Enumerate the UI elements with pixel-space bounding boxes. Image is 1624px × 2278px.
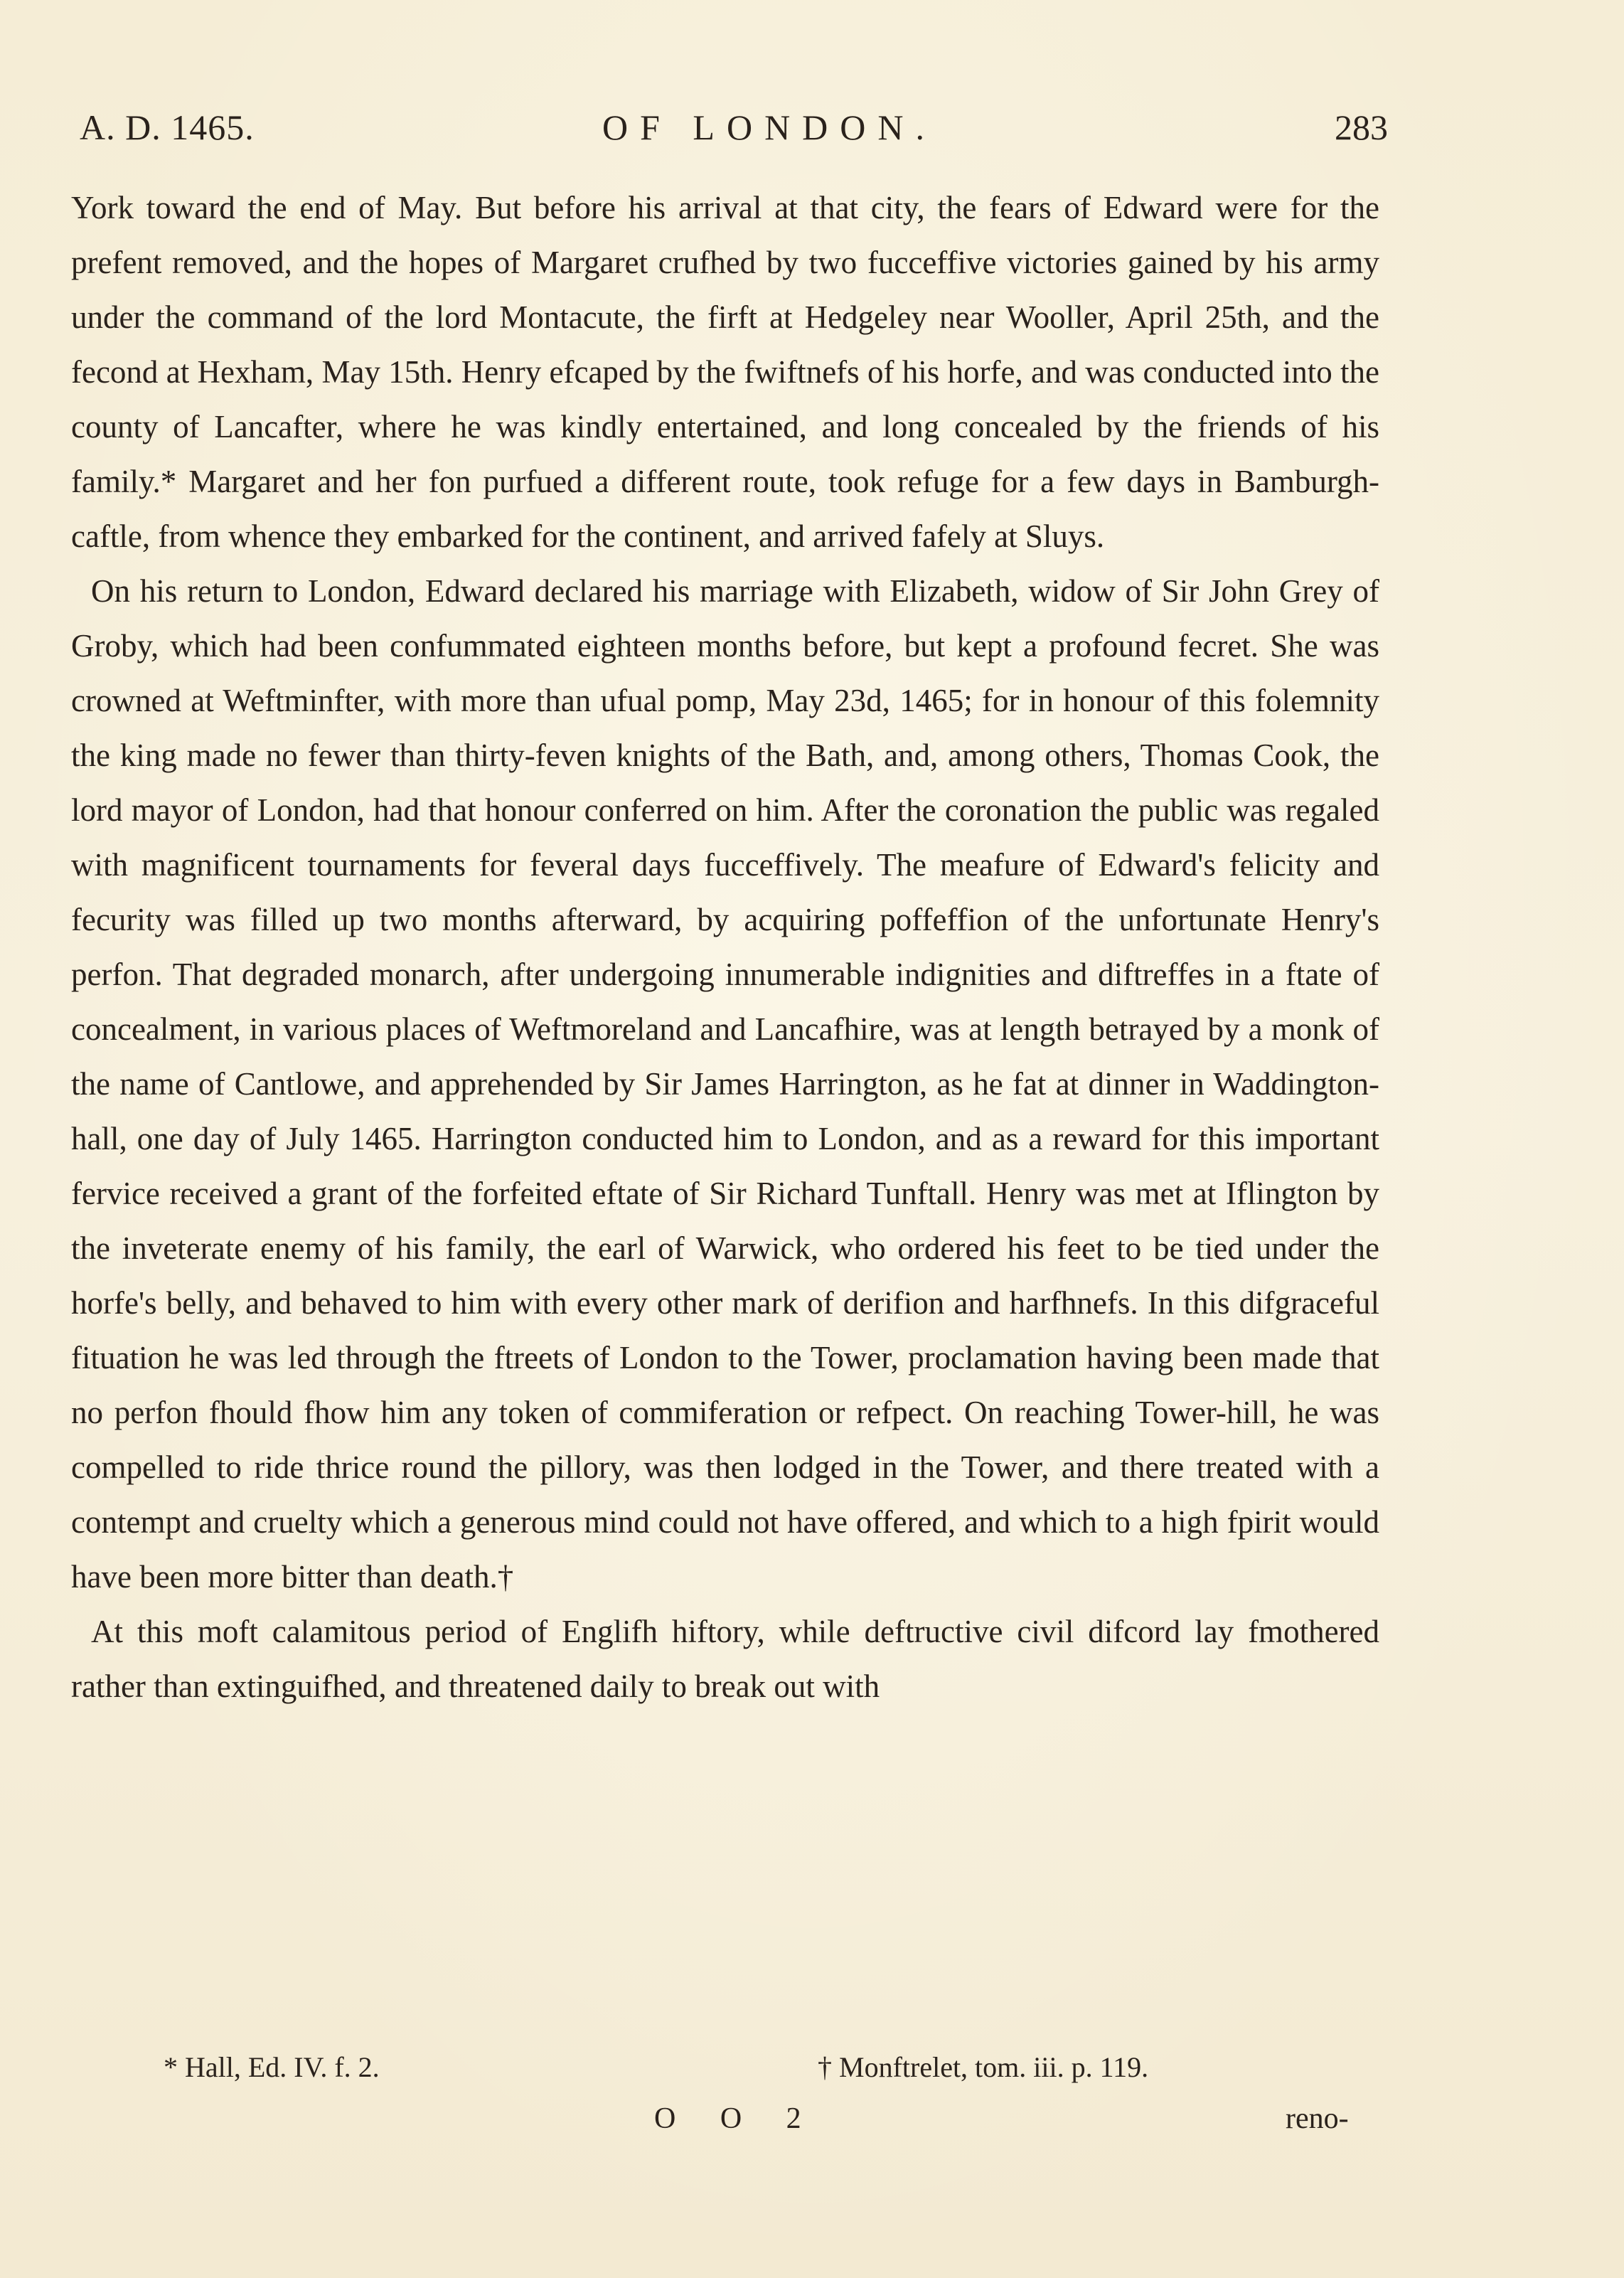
signature-mark: O O 2	[654, 2102, 820, 2135]
footnote-star: * Hall, Ed. IV. f. 2.	[164, 2051, 380, 2083]
page-number: 283	[1335, 107, 1388, 147]
main-text	[71, 181, 1379, 1714]
header-title: OF LONDON.	[602, 107, 936, 147]
paragraph-3: At this moft calamitous period of Englifh hiftory, while deftructive civil difcord lay fmothered rather than extinguifhed, and threatened daily to break out with	[71, 1614, 1379, 1704]
catchword: reno-	[1286, 2102, 1349, 2135]
footnotes	[164, 2050, 1273, 2093]
header-year: A. D. 1465.	[80, 107, 255, 147]
paragraph-2: On his return to London, Edward declared his marriage with Elizabeth, widow of Sir John Grey of Groby, which had been confummated eighteen months before, but kept a profound fecret. She was crowned at Weftminfter, with more than ufual pomp, May 23d, 1465; for in honour of this folemnity the king made no fewer than thirty-feven knights of the Bath, and, among others, Thomas Cook, the lord mayor of London, had that honour conferred on him. After the coronation the public was regaled with magnificent tournaments for feveral days fucceffively. The meafure of Edward's felicity and fecurity was filled up two months afterward, by acquiring poffeffion of the unfortunate Henry's perfon. That degraded monarch, after undergoing innumerable indignities and diftreffes in a ftate of concealment, in various places of Weftmoreland and Lancafhire, was at length betrayed by a monk of the name of Cantlowe, and apprehended by Sir James Harrington, as he fat at dinner in Waddington-hall, one day of July 1465. Harrington conducted him to London, and as a reward for this important fervice received a grant of the forfeited eftate of Sir Richard Tunftall. Henry was met at Iflington by the inveterate enemy of his family, the earl of Warwick, who ordered his feet to be tied under the horfe's belly, and behaved to him with every other mark of derifion and harfhnefs. In this difgraceful fituation he was led through the ftreets of London to the Tower, proclamation having been made that no perfon fhould fhow him any token of commiferation or refpect. On reaching Tower-hill, he was compelled to ride thrice round the pillory, was then lodged in the Tower, and there treated with a contempt and cruelty which a generous mind could not have offered, and which to a high fpirit would have been more bitter than death.†	[71, 573, 1379, 1595]
running-header	[80, 107, 1388, 156]
paragraph-1: York toward the end of May. But before his arrival at that city, the fears of Edward were for the prefent removed, and the hopes of Margaret crufhed by two fucceffive victories gained by his army under the command of the lord Montacute, the firft at Hedgeley near Wooller, April 25th, and the fecond at Hexham, May 15th. Henry efcaped by the fwiftnefs of his horfe, and was conducted into the county of Lancafter, where he was kindly entertained, and long concealed by the friends of his family.* Margaret and her fon purfued a different route, took refuge for a few days in Bamburgh-caftle, from whence they embarked for the continent, and arrived fafely at Sluys.	[71, 190, 1379, 554]
footnote-dagger: † Monftrelet, tom. iii. p. 119.	[818, 2051, 1149, 2083]
